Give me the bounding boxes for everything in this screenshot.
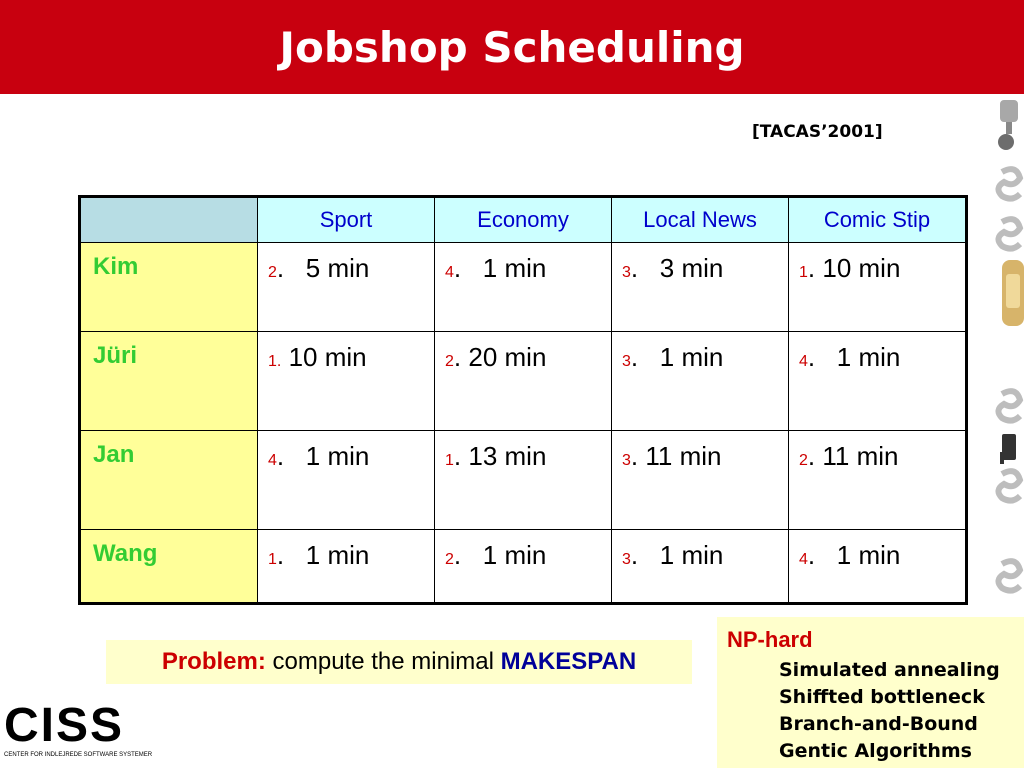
phone-icon (1000, 434, 1016, 464)
order-number: 1 (268, 353, 277, 370)
row-header-name: Kim (80, 243, 258, 332)
table-cell (435, 530, 612, 604)
duration: 1 min (638, 342, 724, 372)
order-separator: . (453, 441, 462, 471)
table-cell (258, 530, 435, 604)
duration: 1 min (461, 540, 547, 570)
order-separator: . (276, 441, 285, 471)
order-number: 3 (622, 264, 631, 281)
duration: 11 min (815, 441, 899, 471)
makespan-term: MAKESPAN (500, 648, 637, 675)
table-row (80, 243, 967, 332)
duration: 13 min (461, 441, 547, 471)
row-header-name: Jüri (80, 332, 258, 431)
slide-title: Jobshop Scheduling (279, 23, 745, 72)
problem-statement (106, 640, 692, 684)
order-number: 4 (799, 551, 808, 568)
table-corner-cell (80, 197, 258, 243)
problem-colon: : (257, 648, 266, 675)
table-cell (435, 332, 612, 431)
order-separator: . (807, 540, 816, 570)
table-cell (789, 431, 967, 530)
side-decoration-strip (992, 94, 1024, 614)
order-separator: . (453, 540, 462, 570)
ciss-logo (4, 699, 153, 764)
order-number: 3 (622, 353, 631, 370)
table-cell (435, 243, 612, 332)
order-number: 3 (622, 452, 631, 469)
order-number: 4 (268, 452, 277, 469)
order-separator: . (276, 353, 282, 370)
order-number: 2 (445, 353, 454, 370)
method-item: Gentic Algorithms (779, 740, 972, 762)
np-hard-box (717, 617, 1024, 768)
duration: 1 min (284, 441, 370, 471)
table-cell (435, 431, 612, 530)
column-header: Comic Stip (789, 197, 967, 243)
order-number: 1 (445, 452, 454, 469)
duration: 11 min (638, 441, 722, 471)
order-separator: . (276, 540, 285, 570)
order-separator: . (630, 342, 639, 372)
schedule-table (78, 195, 968, 605)
row-header-name: Wang (80, 530, 258, 604)
duration: 1 min (815, 540, 901, 570)
order-separator: . (630, 540, 639, 570)
table-cell (258, 332, 435, 431)
table-cell (612, 332, 789, 431)
reference-citation: [TACAS’2001] (752, 122, 883, 142)
column-header: Sport (258, 197, 435, 243)
decorative-glyphs (998, 169, 1020, 590)
order-number: 1 (268, 551, 277, 568)
order-number: 1 (799, 264, 808, 281)
column-header: Economy (435, 197, 612, 243)
order-separator: . (453, 342, 462, 372)
method-list (779, 657, 1000, 765)
duration: 1 min (284, 540, 370, 570)
table-cell (789, 332, 967, 431)
duration: 20 min (461, 342, 547, 372)
duration: 5 min (284, 253, 370, 283)
table-cell (612, 530, 789, 604)
order-number: 4 (445, 264, 454, 281)
order-number: 2 (799, 452, 808, 469)
table-row (80, 332, 967, 431)
table-header-row (80, 197, 967, 243)
row-header-name: Jan (80, 431, 258, 530)
table-row (80, 530, 967, 604)
method-item: Branch-and-Bound (779, 713, 978, 735)
table-cell (612, 431, 789, 530)
np-hard-title: NP-hard (727, 627, 813, 652)
order-number: 2 (445, 551, 454, 568)
problem-text: compute the minimal (265, 648, 501, 675)
duration: 10 min (281, 342, 367, 372)
method-item: Simulated annealing (779, 659, 1000, 681)
duration: 3 min (638, 253, 724, 283)
table-cell (789, 530, 967, 604)
table-row (80, 431, 967, 530)
method-item: Shiffted bottleneck (779, 686, 985, 708)
table-cell (789, 243, 967, 332)
order-number: 4 (799, 353, 808, 370)
column-header: Local News (612, 197, 789, 243)
order-separator: . (630, 253, 639, 283)
order-separator: . (276, 253, 285, 283)
order-separator: . (630, 441, 639, 471)
order-separator: . (807, 253, 816, 283)
order-number: 3 (622, 551, 631, 568)
duration: 1 min (638, 540, 724, 570)
problem-label: Problem (161, 648, 258, 675)
sim-card-icon (1002, 260, 1024, 326)
robot-icon (998, 100, 1018, 150)
order-separator: . (807, 342, 816, 372)
order-number: 2 (268, 264, 277, 281)
logo-wordmark: CISS (4, 699, 125, 752)
logo-subtitle: CENTER FOR INDLEJREDE SOFTWARE SYSTEMER (4, 752, 153, 758)
table-cell (612, 243, 789, 332)
order-separator: . (453, 253, 462, 283)
table-cell (258, 431, 435, 530)
order-separator: . (807, 441, 816, 471)
duration: 1 min (461, 253, 547, 283)
duration: 10 min (815, 253, 901, 283)
duration: 1 min (815, 342, 901, 372)
table-cell (258, 243, 435, 332)
